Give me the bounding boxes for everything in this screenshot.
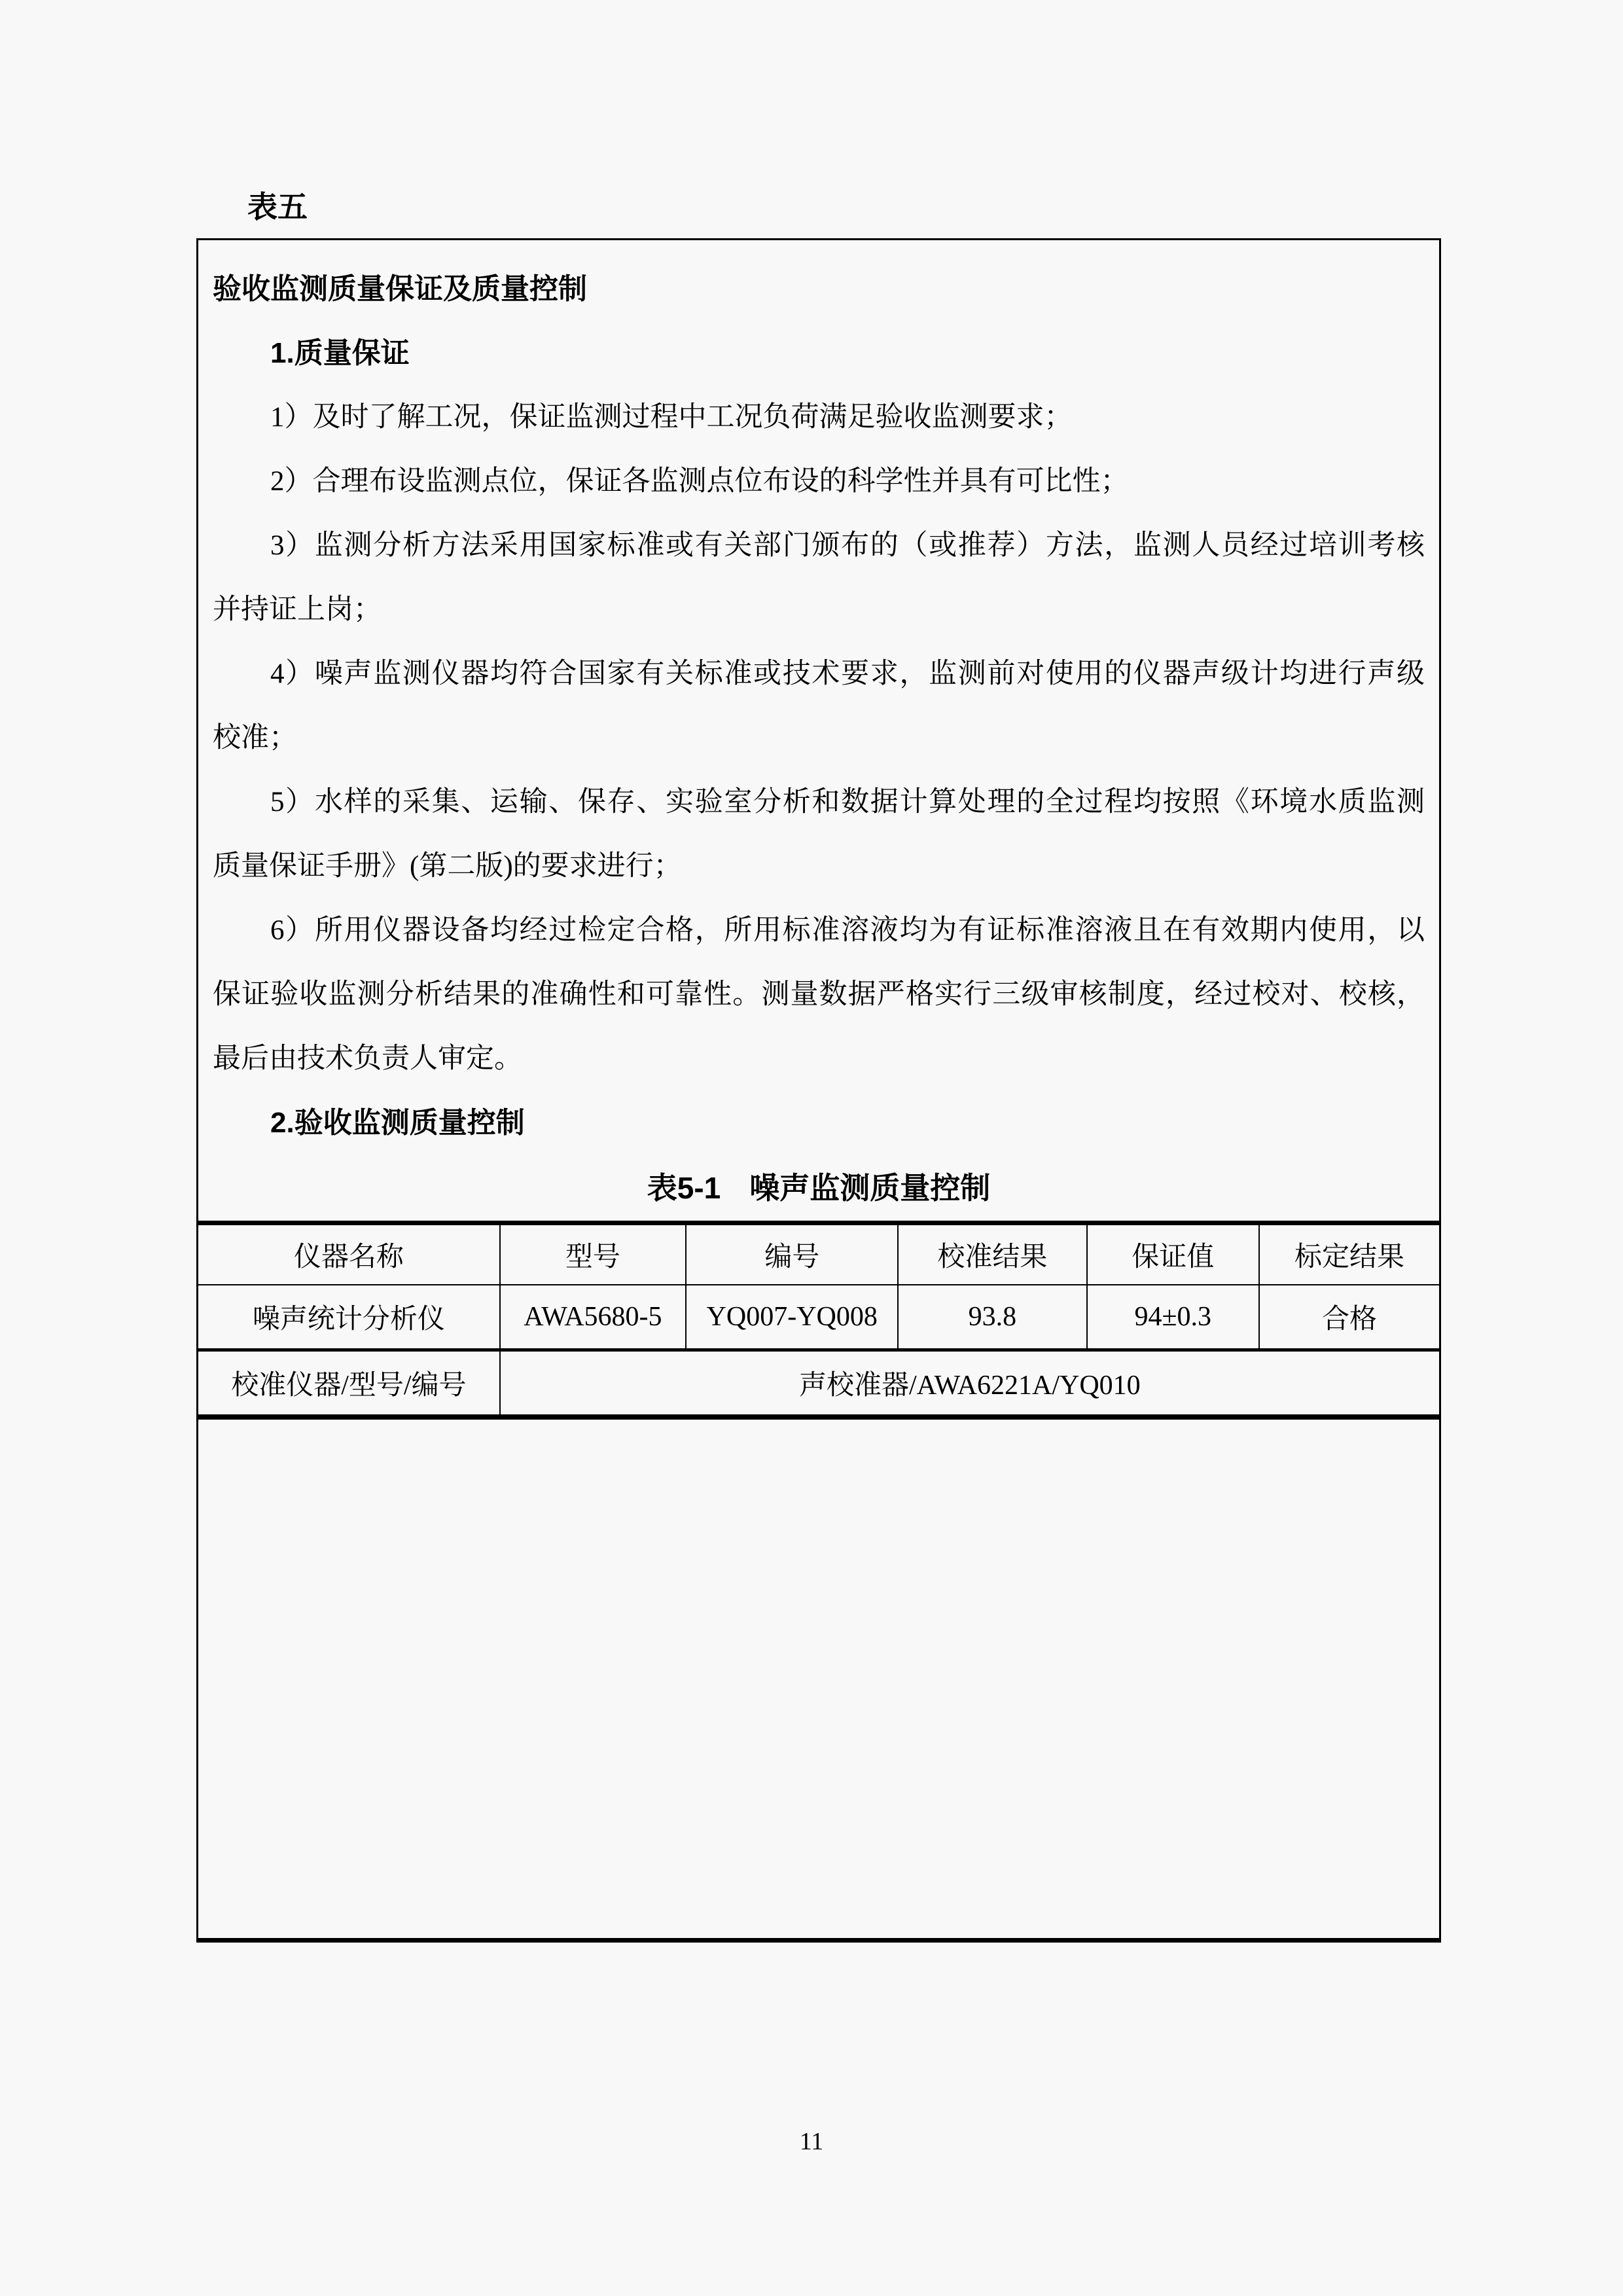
paragraph-line: 1）及时了解工况，保证监测过程中工况负荷满足验收监测要求； (270, 402, 1073, 433)
table-cell-calibrator-label: 校准仪器/型号/编号 (198, 1350, 500, 1418)
paragraph-line: 并持证上岗； (213, 594, 382, 625)
table-footer-row (198, 1350, 1439, 1418)
paragraph-line: 最后由技术负责人审定。 (213, 1043, 522, 1074)
section-title: 验收监测质量保证及质量控制 (213, 273, 587, 305)
document-body (198, 240, 1439, 1155)
subsection-heading: 2.验收监测质量控制 (270, 1107, 525, 1139)
paragraph-line: 5）水样的采集、运输、保存、实验室分析和数据计算处理的全过程均按照《环境水质监测 (270, 787, 1425, 817)
paragraph-line: 3）监测分析方法采用国家标准或有关部门颁布的（或推荐）方法，监测人员经过培训考核 (270, 530, 1425, 561)
subsection-heading: 1.质量保证 (270, 337, 410, 369)
table-cell-model: AWA5680-5 (500, 1285, 686, 1350)
form-border-box (196, 238, 1441, 1943)
column-header: 校准结果 (898, 1223, 1086, 1285)
column-header: 编号 (686, 1223, 898, 1285)
table-header-row (198, 1223, 1439, 1285)
paragraph-line: 保证验收监测分析结果的准确性和可靠性。测量数据严格实行三级审核制度，经过校对、校核， (213, 979, 1425, 1010)
column-header: 保证值 (1087, 1223, 1260, 1285)
table-cell-calibration-result: 93.8 (898, 1285, 1086, 1350)
paragraph-line: 2）合理布设监测点位，保证各监测点位布设的科学性并具有可比性； (270, 466, 1129, 497)
table-cell-serial: YQ007-YQ008 (686, 1285, 898, 1350)
table-row (198, 1285, 1439, 1350)
table-caption-text: 噪声监测质量控制 (749, 1171, 991, 1205)
table-caption-number: 表5-1 (647, 1171, 721, 1205)
table-cell-instrument: 噪声统计分析仪 (198, 1285, 500, 1350)
paragraph-line: 6）所用仪器设备均经过检定合格，所用标准溶液均为有证标准溶液且在有效期内使用，以 (270, 915, 1425, 946)
table-cell-calibrator-value: 声校准器/AWA6221A/YQ010 (500, 1350, 1439, 1418)
table-cell-verdict: 合格 (1259, 1285, 1439, 1350)
paragraph-line: 质量保证手册》(第二版)的要求进行； (213, 851, 682, 882)
column-header: 标定结果 (1259, 1223, 1439, 1285)
paragraph-line: 校准； (213, 723, 297, 753)
paragraph-line: 4）噪声监测仪器均符合国家有关标准或技术要求，监测前对使用的仪器声级计均进行声级 (270, 658, 1425, 689)
page-number: 11 (799, 2128, 824, 2155)
sheet-label: 表五 (247, 190, 308, 224)
table-caption (198, 1155, 1439, 1221)
table-cell-guarantee-value: 94±0.3 (1087, 1285, 1260, 1350)
noise-qc-table (198, 1221, 1439, 1420)
column-header: 型号 (500, 1223, 686, 1285)
column-header: 仪器名称 (198, 1223, 500, 1285)
